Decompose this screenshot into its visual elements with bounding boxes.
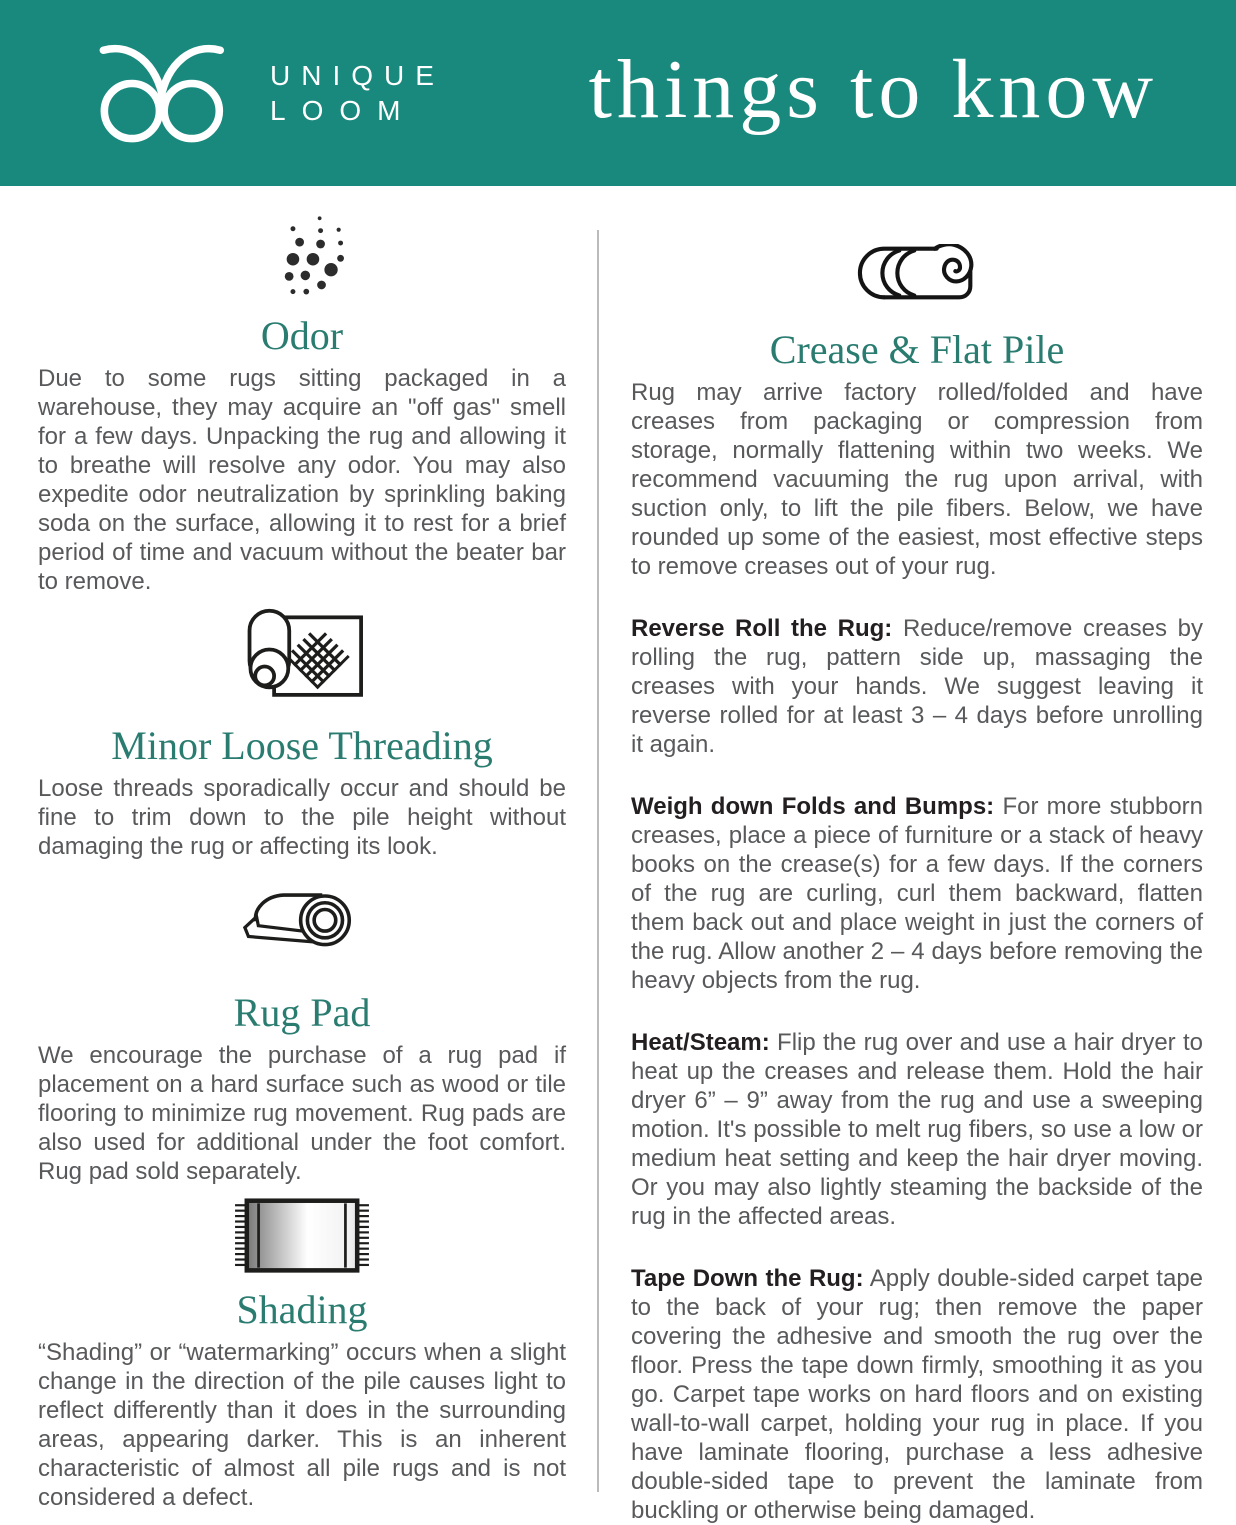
section-title-rug-pad: Rug Pad [233,990,371,1035]
section-odor [38,208,566,596]
odor-particles-icon [38,208,566,300]
content [0,186,1236,1525]
rolled-rug-side-icon [631,244,1203,302]
brand-name [270,58,445,128]
brand-line1: UNIQUE [270,60,445,91]
shaded-rug-icon [38,1198,566,1274]
section-rug-pad [38,887,566,1186]
crease-intro: Rug may arrive factory rolled/folded and have creases from packaging or compression from storage, normally flattening within two weeks. We recommend vacuuming the rug upon arrival, with suction only, to lift the pile fibers. Below, we have rounded up some of the easiest, most effective steps to remove creases out of your rug. [631,379,1203,580]
section-body-odor: Due to some rugs sitting packaged in a warehouse, they may acquire an "off gas" smell for a few days. Unpacking the rug and allowing it to breathe will resolve any odor. You may also expedite odor neutralization by sprinkling baking soda on the surface, allowing it to rest for a brief period of time and vacuum without the beater bar to remove. [38,365,566,595]
rolled-rug-threading-icon [38,606,566,710]
section-crease-flat-pile [631,244,1203,1525]
section-title-threading: Minor Loose Threading [111,723,493,768]
section-title-crease: Crease & Flat Pile [769,327,1065,372]
tip-text-tape-down: Apply double-sided carpet tape to the back of your rug; then remove the paper covering the adhesive and smooth the rug over the floor. Press the tape down firmly, smoothing it as you go. Carpet tape works on hard floors and on existing wall-to-wall carpet, holding your rug in place. If you have laminate flooring, purchase a less adhesive double-sided tape to prevent the laminate from buckling or otherwise being damaged. [631,1265,1204,1524]
rug-pad-roll-icon [38,887,566,977]
section-body-threading: Loose threads sporadically occur and should be fine to trim down to the pile height without damaging the rug or affecting its look. [38,775,566,860]
section-shading [38,1198,566,1512]
tip-reverse-roll [631,614,1203,759]
section-minor-loose-threading [38,606,566,861]
section-body-rug-pad: We encourage the purchase of a rug pad if placement on a hard surface such as wood or tile flooring to minimize rug movement. Rug pads are also used for additional under the foot comfort. Rug pad sold separately. [38,1042,566,1185]
tip-heat-steam [631,1028,1203,1231]
brand-line2: LOOM [270,95,417,126]
brand-logo [92,40,445,146]
page-title: things to know [588,42,1158,136]
tip-text-weigh-down: For more stubborn creases, place a piece of furniture or a stack of heavy books on the crease(s) for a few days. If the corners of the rug are curling, curl them backward, flatten them back out and place weight in just the corners of the rug. Allow another 2 – 4 days before removing the heavy objects from the rug. [631,793,1204,994]
tip-label-tape-down: Tape Down the Rug: [631,1265,864,1292]
tip-text-reverse-roll: Reduce/remove creases by rolling the rug, pattern side up, massaging the creases with your hands. We suggest leaving it reverse rolled for at least 3 – 4 days before unrolling it again. [631,615,1204,758]
section-title-odor: Odor [260,313,344,358]
tip-label-reverse-roll: Reverse Roll the Rug: [631,615,893,642]
section-body-shading: “Shading” or “watermarking” occurs when a slight change in the direction of the pile causes light to reflect differently than it does in the surrounding areas, appearing darker. This is an inherent characteristic of almost all pile rugs and is not considered a defect. [38,1339,566,1511]
header-banner [0,0,1236,186]
right-column [631,186,1203,1525]
tip-label-weigh-down: Weigh down Folds and Bumps: [631,793,995,820]
tip-text-heat-steam: Flip the rug over and use a hair dryer to heat up the creases and release them. Hold the hair dryer 6” – 9” away from the rug and use a sweeping motion. It's possible to melt rug fibers, so use a low or medium heat setting and keep the hair dryer moving. Or you may also lightly steaming the backside of the rug in the affected areas. [631,1029,1203,1230]
tip-weigh-down [631,792,1203,995]
left-column [38,186,566,1512]
unique-loom-logo-icon [92,40,244,146]
section-title-shading: Shading [236,1287,368,1332]
column-divider [597,230,599,1492]
tip-tape-down [631,1264,1203,1525]
tip-label-heat-steam: Heat/Steam: [631,1029,770,1056]
